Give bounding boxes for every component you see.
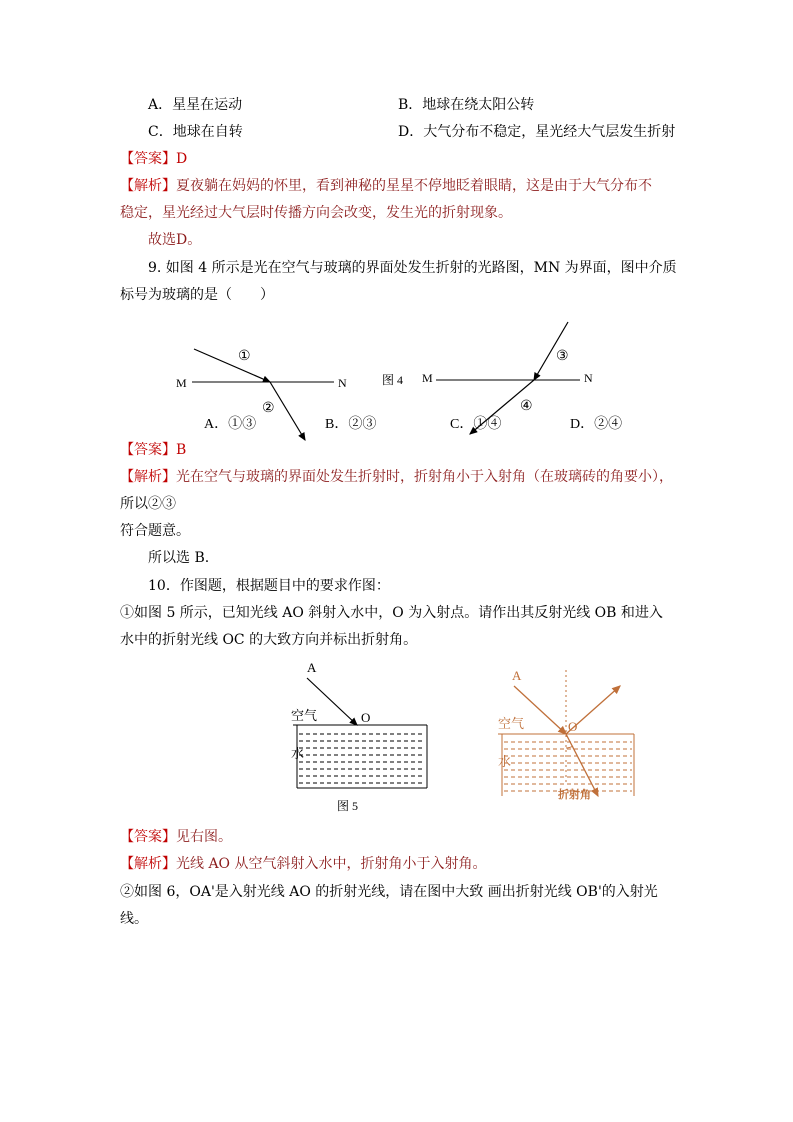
- analysis-text: 夏夜躺在妈妈的怀里，看到神秘的星星不停地眨着眼睛，这是由于大气分布不: [176, 178, 652, 194]
- answer-value: B: [176, 442, 187, 458]
- q10-part1-line2: 水中的折射光线 OC 的大致方向并标出折射角。: [120, 632, 418, 648]
- q8-option-c: C．地球在自转: [148, 124, 243, 140]
- q8-option-a: A．星星在运动: [148, 97, 243, 113]
- q9-analysis-line1: [120, 467, 673, 487]
- label-o: O: [361, 710, 371, 725]
- q8-analysis-line1: [120, 176, 652, 196]
- label-a: A: [512, 668, 522, 683]
- q9-stem-line2: 标号为玻璃的是（ ）: [120, 287, 274, 303]
- q9-analysis-line3: 符合题意。: [120, 523, 190, 539]
- analysis-text: 光线 AO 从空气斜射入水中，折射角小于入射角。: [176, 856, 487, 872]
- q9-conclusion: [148, 548, 209, 568]
- label-water: 水: [291, 746, 305, 761]
- q8-option-d: D．大气分布不稳定，星光经大气层发生折射: [398, 124, 676, 140]
- analysis-tag: 【解析】: [120, 178, 176, 194]
- q9-answer: [120, 440, 186, 460]
- medium-mark-2: ②: [262, 401, 275, 416]
- answer-tag: 【答案】: [120, 151, 176, 167]
- figure-4-label: 图 4: [382, 373, 404, 387]
- left-incident-ray: [194, 349, 270, 382]
- medium-mark-3: ③: [556, 349, 569, 364]
- label-water: 水: [498, 754, 512, 769]
- answer-tag: 【答案】: [120, 442, 176, 458]
- figure-5: [285, 658, 435, 818]
- answer-value: 见右图。: [176, 829, 232, 845]
- q10-part2-line2: 线。: [120, 911, 148, 927]
- q8-answer: [120, 149, 187, 169]
- refraction-angle-arc: [566, 746, 573, 748]
- answer-value: D: [176, 151, 188, 167]
- option-a: A．①③: [204, 417, 257, 432]
- analysis-tag: 【解析】: [120, 469, 176, 485]
- answer-tag: 【答案】: [120, 829, 176, 845]
- water-hatching: [504, 742, 632, 791]
- q10-analysis: [120, 854, 487, 874]
- q8-option-b: B．地球在绕太阳公转: [398, 97, 535, 113]
- medium-mark-1: ①: [238, 349, 251, 364]
- q10-part2-line1: ②如图 6，OA'是入射光线 AO 的折射光线，请在图中大致 画出折射光线 OB'的入射光: [120, 884, 658, 900]
- figure-5-caption: 图 5: [337, 799, 359, 813]
- right-label-n: N: [584, 371, 593, 385]
- figure-4: [170, 318, 650, 446]
- option-d: D．②④: [570, 417, 623, 432]
- right-label-m: M: [422, 371, 433, 385]
- q10-part1-line1: ①如图 5 所示，已知光线 AO 斜射入水中，O 为入射点。请作出其反射光线 OB 和进入: [120, 605, 663, 621]
- label-o: O: [568, 719, 578, 734]
- label-refraction-angle: 折射角: [558, 789, 591, 801]
- q10-answer: [120, 827, 232, 847]
- q10-stem: 10．作图题，根据题目中的要求作图：: [148, 578, 390, 594]
- left-label-m: M: [176, 376, 187, 390]
- refracted-ray-oc: [566, 734, 598, 796]
- q8-conclusion: 故选D。: [148, 232, 202, 248]
- label-air: 空气: [291, 708, 318, 723]
- q8-analysis-line2: 稳定，星光经过大气层时传播方向会改变，发生光的折射现象。: [120, 205, 512, 221]
- analysis-text: 光在空气与玻璃的界面处发生折射时，折射角小于入射角（在玻璃砖的角要小），: [176, 469, 673, 485]
- conclusion-text: 所以选 B.: [148, 550, 210, 566]
- figure-5-answer: [492, 664, 642, 804]
- q9-analysis-line2: 所以②③: [120, 496, 176, 512]
- q9-stem-line1: 9. 如图 4 所示是光在空气与玻璃的界面处发生折射的光路图，MN 为界面，图中介质: [148, 260, 677, 276]
- left-label-n: N: [338, 376, 347, 390]
- label-air: 空气: [498, 716, 525, 731]
- water-hatching: [299, 734, 425, 783]
- label-a: A: [307, 660, 317, 675]
- medium-mark-4: ④: [520, 399, 533, 414]
- option-c: C．①④: [450, 417, 502, 432]
- option-b: B．②③: [325, 417, 377, 432]
- left-refracted-ray: [270, 382, 305, 440]
- analysis-tag: 【解析】: [120, 856, 176, 872]
